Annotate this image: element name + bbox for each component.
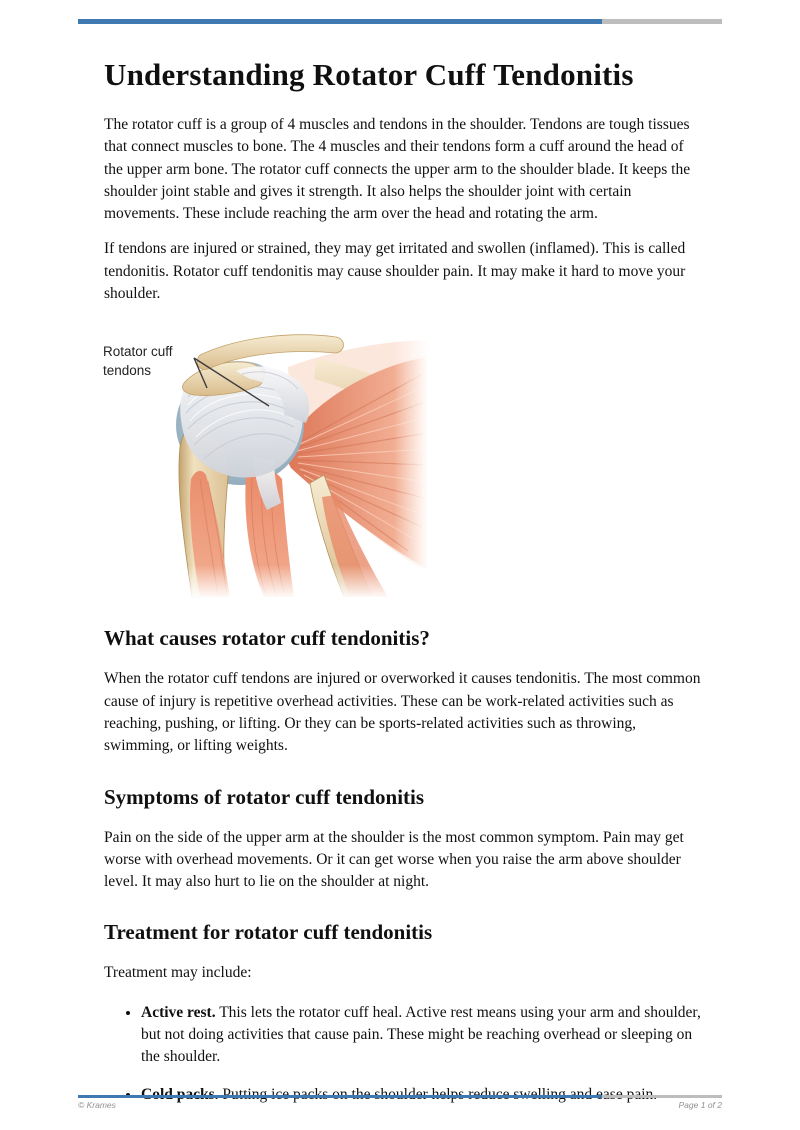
section-heading-treatment: Treatment for rotator cuff tendonitis	[104, 920, 433, 945]
document-content	[104, 0, 704, 1121]
shoulder-figure	[88, 327, 428, 599]
footer-rule-gray-segment	[602, 1095, 722, 1098]
symptoms-paragraph: Pain on the side of the upper arm at the shoulder is the most common symptom. Pain may get worse with overhead movements. Or it can get worse when you raise the arm above shoulder level. It may also hurt to lie on the shoulder at night.	[104, 828, 684, 891]
intro-paragraph-2: If tendons are injured or strained, they may get irritated and swollen (inflamed). This is called tendonitis. Rotator cuff tendonitis may cause shoulder pain. It may make it hard to move your shoulder.	[104, 240, 686, 303]
treatment-item-text: This lets the rotator cuff heal. Active rest means using your arm and shoulder, but not doing activities that cause pain. These might be reaching overhead or sleeping on the shoulder.	[141, 1003, 701, 1066]
footer-copyright: © Krames	[78, 1100, 116, 1110]
footer-page-number: Page 1 of 2	[678, 1100, 722, 1110]
footer-rule-blue-segment	[78, 1095, 602, 1098]
treatment-item-active-rest	[141, 1002, 704, 1069]
page-footer	[78, 1100, 722, 1110]
section-heading-causes: What causes rotator cuff tendonitis?	[104, 626, 430, 651]
section-heading-symptoms: Symptoms of rotator cuff tendonitis	[104, 784, 425, 809]
intro-paragraph-1: The rotator cuff is a group of 4 muscles and tendons in the shoulder. Tendons are tough tissues that connect muscles to bone. The 4 muscles and their tendons form a cuff around the head of the upper arm bone. The rotator cuff connects the upper arm to the shoulder blade. It keeps the shoulder joint stable and gives it strength. It also helps the shoulder joint with certain movements. These include reaching the arm over the head and rotating the arm.	[104, 116, 691, 223]
treatment-item-lead: Active rest.	[141, 1003, 216, 1021]
treatment-intro: Treatment may include:	[104, 964, 252, 982]
figure-label: Rotator cuff tendons	[103, 344, 173, 379]
treatment-list	[104, 1002, 704, 1106]
page-title: Understanding Rotator Cuff Tendonitis	[104, 57, 634, 92]
footer-rule	[78, 1095, 722, 1098]
causes-paragraph: When the rotator cuff tendons are injured or overworked it causes tendonitis. The most common cause of injury is repetitive overhead activities. These can be work-related activities such as reaching, pushing, or lifting. Or they can be sports-related activities such as throwing, swimming, or lifting weights.	[104, 670, 701, 755]
